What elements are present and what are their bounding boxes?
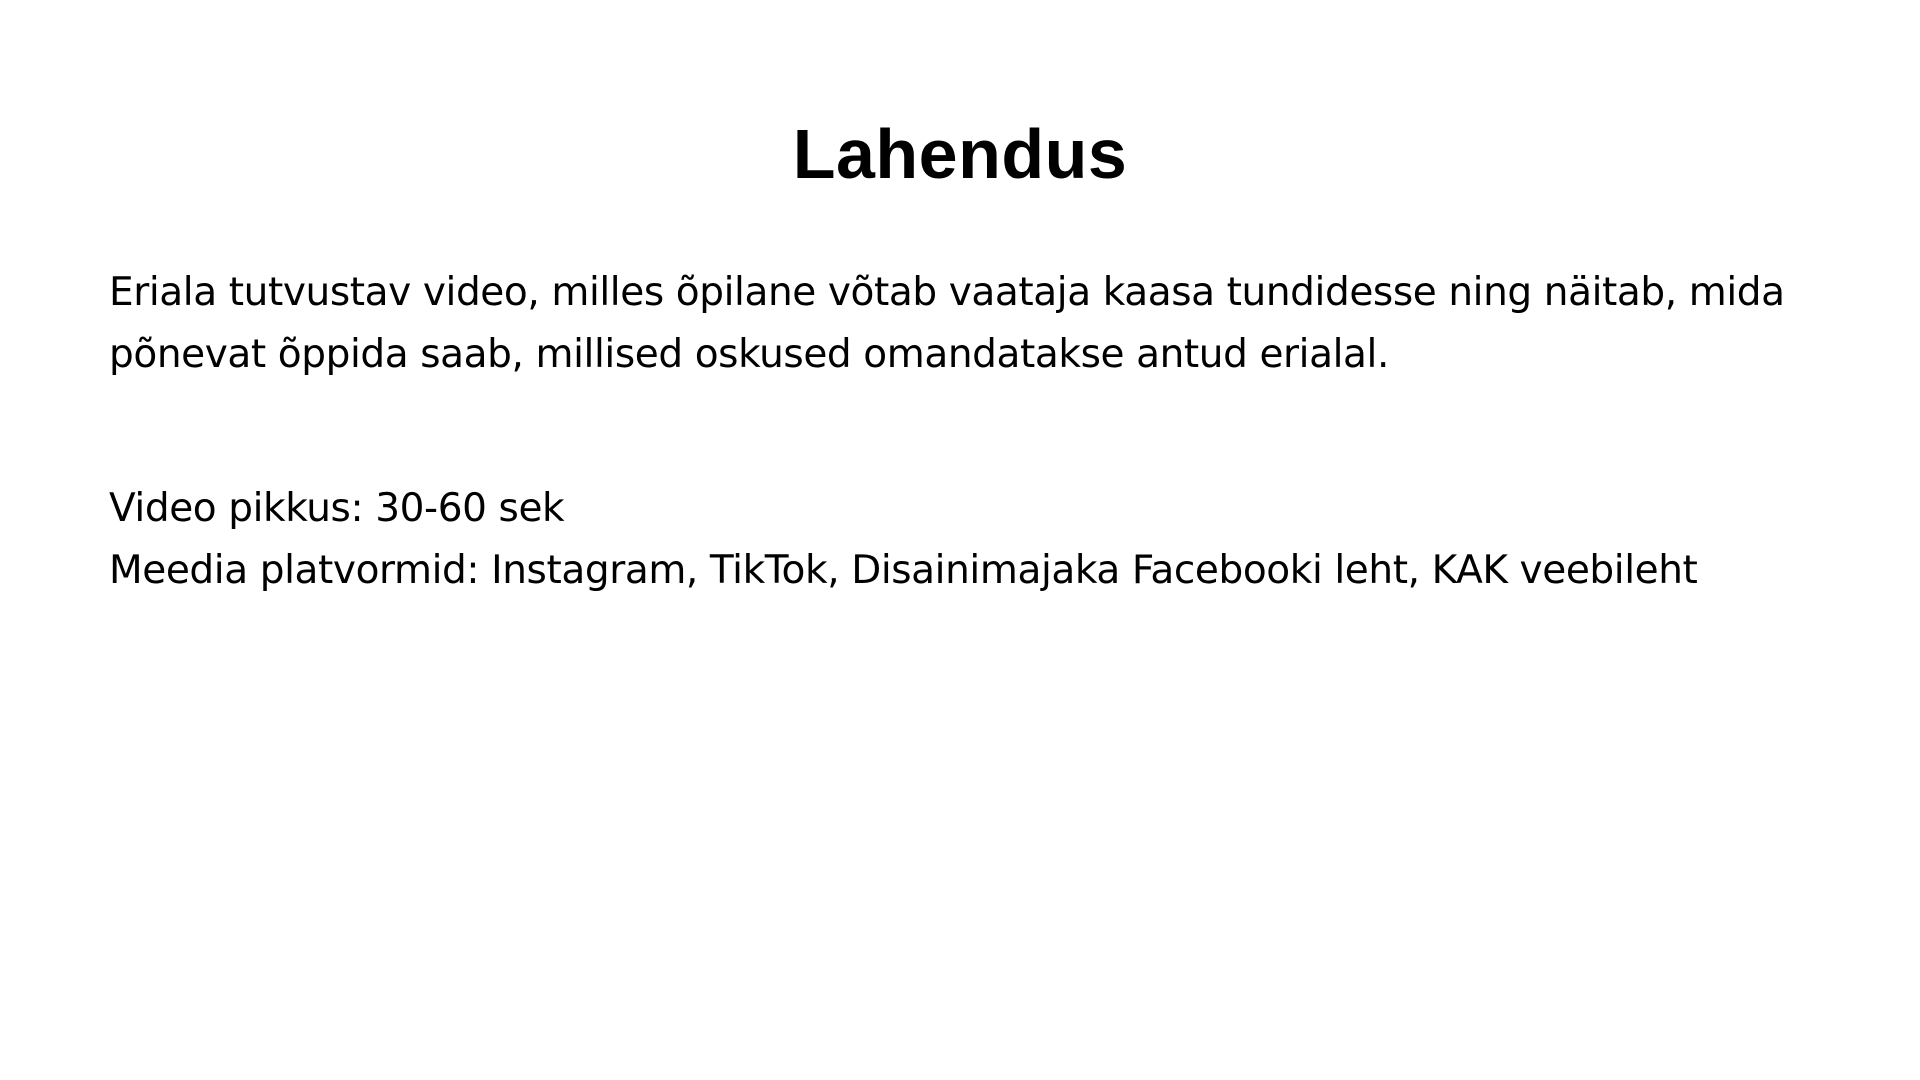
slide-title: Lahendus xyxy=(792,115,1128,193)
description-line-1: Eriala tutvustav video, milles õpilane võtab vaataja kaasa tundidesse ning näitab, mida xyxy=(109,270,1785,315)
video-length-text: Video pikkus: 30-60 sek xyxy=(109,486,565,531)
description-paragraph xyxy=(109,262,1829,386)
description-line-2: põnevat õppida saab, millised oskused omandatakse antud erialal. xyxy=(109,332,1389,377)
media-platforms-text: Meedia platvormid: Instagram, TikTok, Disainimajaka Facebooki leht, KAK veebileht xyxy=(109,548,1698,593)
details-paragraph xyxy=(109,478,1829,602)
